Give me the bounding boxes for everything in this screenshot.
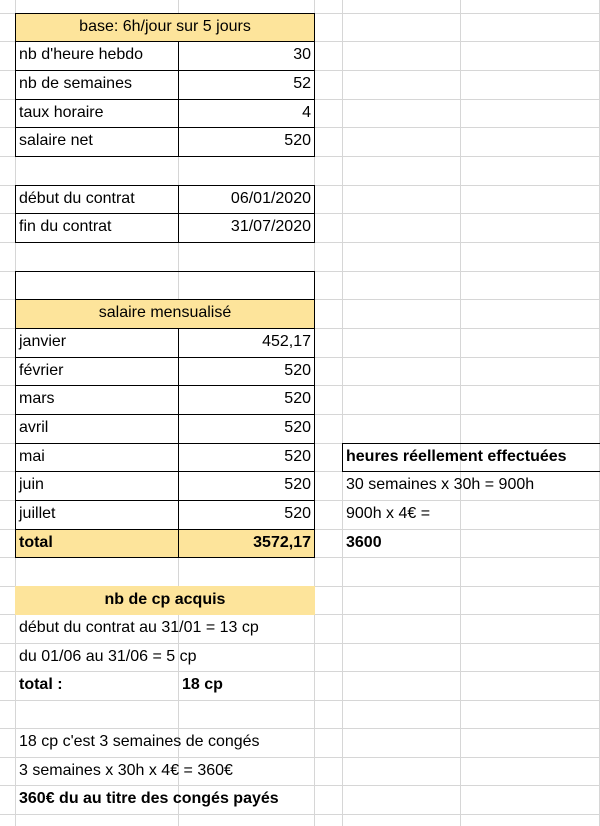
contract-label-debut[interactable]: début du contrat (19, 190, 135, 207)
month-label[interactable]: avril (19, 419, 49, 436)
table-border (342, 443, 600, 444)
table-border (15, 500, 315, 501)
conges-line2[interactable]: 3 semaines x 30h x 4€ = 360€ (19, 762, 233, 779)
table-border (314, 185, 315, 243)
month-label[interactable]: juin (19, 476, 44, 493)
month-label[interactable]: février (19, 362, 64, 379)
conges-line1[interactable]: 18 cp c'est 3 semaines de congés (19, 733, 260, 750)
month-label[interactable]: mai (19, 448, 45, 465)
table-border (342, 443, 343, 472)
monthly-total-value[interactable]: 3572,17 (178, 529, 315, 558)
table-border (15, 185, 315, 186)
table-border (15, 185, 16, 243)
contract-value-debut[interactable]: 06/01/2020 (230, 190, 311, 207)
month-value[interactable]: 520 (284, 476, 311, 493)
table-border (178, 41, 179, 157)
table-border (15, 70, 315, 71)
cp-line2[interactable]: du 01/06 au 31/06 = 5 cp (19, 648, 197, 665)
monthly-salary-title[interactable]: salaire mensualisé (15, 299, 315, 328)
table-border (15, 299, 16, 558)
month-value[interactable]: 520 (284, 419, 311, 436)
month-label[interactable]: mars (19, 390, 55, 407)
table-border (15, 414, 315, 415)
table-border (178, 328, 179, 558)
contract-value-fin[interactable]: 31/07/2020 (230, 218, 311, 235)
month-value[interactable]: 520 (284, 448, 311, 465)
table-border (15, 328, 315, 329)
base-value-taux-horaire[interactable]: 4 (302, 104, 311, 121)
base-value-semaines[interactable]: 52 (293, 75, 311, 92)
gridline (0, 700, 600, 701)
hours-actual-line2[interactable]: 900h x 4€ = (346, 505, 431, 522)
table-border (15, 242, 315, 243)
base-label-heures-hebdo[interactable]: nb d'heure hebdo (19, 46, 144, 63)
gridline (460, 0, 461, 826)
month-label[interactable]: janvier (19, 333, 67, 350)
gridline (0, 814, 600, 815)
table-border (15, 156, 315, 157)
monthly-total-label[interactable]: total (15, 529, 178, 558)
table-border (15, 127, 315, 128)
table-border (314, 299, 315, 558)
base-label-salaire-net[interactable]: salaire net (19, 132, 93, 149)
table-border (314, 271, 315, 300)
table-border (314, 13, 315, 157)
base-table-title[interactable]: base: 6h/jour sur 5 jours (15, 13, 315, 42)
month-value[interactable]: 452,17 (262, 333, 311, 350)
table-border (15, 99, 315, 100)
month-value[interactable]: 520 (284, 505, 311, 522)
table-border (15, 213, 315, 214)
table-border (15, 557, 315, 558)
month-value[interactable]: 520 (284, 362, 311, 379)
table-border (15, 271, 315, 272)
base-label-semaines[interactable]: nb de semaines (19, 75, 132, 92)
cp-total-label[interactable]: total : (19, 676, 63, 693)
base-value-salaire-net[interactable]: 520 (284, 132, 311, 149)
table-border (15, 299, 315, 300)
table-border (15, 13, 16, 157)
hours-actual-title[interactable]: heures réellement effectuées (346, 448, 567, 465)
base-label-taux-horaire[interactable]: taux horaire (19, 104, 104, 121)
cp-title[interactable]: nb de cp acquis (15, 586, 315, 615)
gridline (342, 0, 343, 826)
base-value-heures-hebdo[interactable]: 30 (293, 46, 311, 63)
table-border (178, 185, 179, 243)
month-label[interactable]: juillet (19, 505, 56, 522)
table-border (15, 529, 315, 530)
table-border (15, 13, 315, 14)
hours-actual-result[interactable]: 3600 (346, 534, 382, 551)
conges-line3[interactable]: 360€ du au titre des congés payés (19, 790, 279, 807)
table-border (15, 385, 315, 386)
month-value[interactable]: 520 (284, 390, 311, 407)
hours-actual-line1[interactable]: 30 semaines x 30h = 900h (346, 476, 535, 493)
contract-label-fin[interactable]: fin du contrat (19, 218, 112, 235)
cp-total-value[interactable]: 18 cp (182, 676, 223, 693)
cp-line1[interactable]: début du contrat au 31/01 = 13 cp (19, 619, 259, 636)
table-border (15, 357, 315, 358)
table-border (15, 41, 315, 42)
table-border (15, 271, 16, 300)
table-border (15, 471, 315, 472)
table-border (15, 443, 315, 444)
